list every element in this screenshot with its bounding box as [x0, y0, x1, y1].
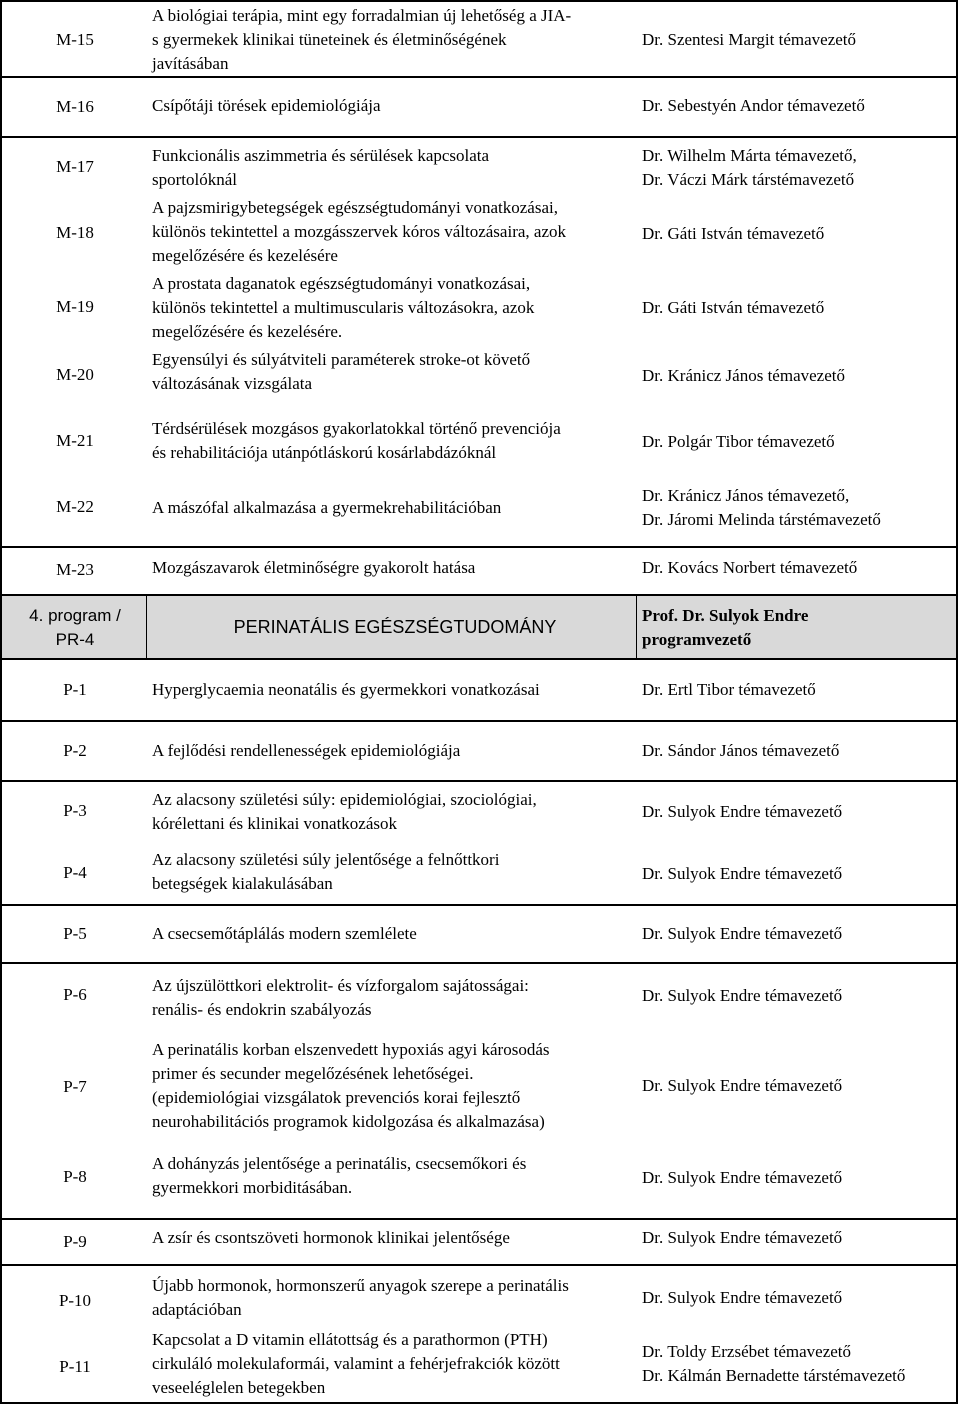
- table-row: [0, 0, 958, 76]
- program-code: [2, 600, 148, 656]
- row-code: M-16: [56, 97, 94, 116]
- row-code: M-18: [56, 223, 94, 242]
- row-code: M-15: [56, 30, 94, 49]
- row-title-line: Újabb hormonok, hormonszerű anyagok szerepe a perinatális: [152, 1276, 569, 1295]
- row-supervisor: [642, 1166, 958, 1190]
- row-supervisor: [642, 1340, 958, 1388]
- row-supervisor: [642, 678, 958, 702]
- row-title: [152, 739, 638, 763]
- row-title-line: Az alacsony születési súly: epidemiológiai, szociológiai,: [152, 790, 537, 809]
- table-row: [0, 720, 958, 780]
- row-title-line: adaptációban: [152, 1300, 242, 1319]
- row-title-line: különös tekintettel a multimuscularis változásokra, azok: [152, 298, 535, 317]
- row-title-line: Az alacsony születési súly jelentősége a felnőttkori: [152, 850, 500, 869]
- row-title-line: betegségek kialakulásában: [152, 874, 333, 893]
- row-title: [152, 922, 638, 946]
- table-row-group: [0, 136, 958, 546]
- table-row-group: [0, 1264, 958, 1404]
- row-title-line: Csípőtáji törések epidemiológiája: [152, 96, 381, 115]
- table-row: [0, 546, 958, 594]
- supervisor-line: Dr. Kránicz János témavezető: [642, 366, 845, 385]
- supervisor-line: Dr. Gáti István témavezető: [642, 224, 825, 243]
- row-supervisor: [642, 364, 958, 388]
- row-code: P-9: [63, 1232, 87, 1251]
- row-title: [152, 678, 638, 702]
- row-supervisor: [642, 556, 958, 580]
- row-title-line: A perinatális korban elszenvedett hypoxiás agyi károsodás: [152, 1040, 550, 1059]
- row-title-line: s gyermekek klinikai tüneteinek és életminőségének: [152, 30, 507, 49]
- row-code: P-2: [63, 741, 87, 760]
- row-supervisor: [642, 1074, 958, 1098]
- program-leader-line: programvezető: [642, 630, 752, 649]
- row-title-line: megelőzésére és kezelésére.: [152, 322, 343, 341]
- row-title-line: Kapcsolat a D vitamin ellátottság és a parathormon (PTH): [152, 1330, 548, 1349]
- supervisor-line: Dr. Sulyok Endre témavezető: [642, 1288, 843, 1307]
- row-title-line: (epidemiológiai vizsgálatok prevenciós korai fejlesztő: [152, 1088, 521, 1107]
- supervisor-line: Dr. Sulyok Endre témavezető: [642, 1076, 843, 1095]
- row-supervisor: [642, 922, 958, 946]
- row-title: [152, 348, 638, 396]
- row-title: [152, 1152, 638, 1200]
- row-code: P-5: [63, 924, 87, 943]
- row-title-line: cirkuláló molekulaformái, valamint a fehérjefrakciók között: [152, 1354, 560, 1373]
- row-supervisor: [642, 28, 958, 52]
- row-title-line: A csecsemőtáplálás modern szemlélete: [152, 924, 417, 943]
- table-row-group: [0, 780, 958, 904]
- row-title: [152, 788, 638, 836]
- row-title-line: A biológiai terápia, mint egy forradalmian új lehetőség a JIA-: [152, 6, 572, 25]
- row-title-line: Hyperglycaemia neonatális és gyermekkori vonatkozásai: [152, 680, 540, 699]
- supervisor-line: Dr. Kovács Norbert témavezető: [642, 558, 858, 577]
- row-title: [152, 974, 638, 1022]
- supervisor-line: Dr. Polgár Tibor témavezető: [642, 432, 835, 451]
- row-code: P-7: [63, 1077, 87, 1096]
- row-title-line: Mozgászavarok életminőségre gyakorolt hatása: [152, 558, 476, 577]
- row-code: M-19: [56, 297, 94, 316]
- supervisor-line: Dr. Járomi Melinda társtémavezető: [642, 510, 881, 529]
- row-title-line: Térdsérülések mozgásos gyakorlatokkal történő prevenciója: [152, 419, 561, 438]
- row-title-line: és rehabilitációja utánpótláskorú kosárlabdázóknál: [152, 443, 497, 462]
- row-supervisor: [642, 296, 958, 320]
- supervisor-line: Dr. Sulyok Endre témavezető: [642, 924, 843, 943]
- table-row: [0, 1218, 958, 1264]
- program-header: [0, 594, 958, 658]
- row-supervisor: [642, 144, 958, 192]
- row-title: [152, 1226, 638, 1250]
- program-leader: [642, 604, 958, 652]
- row-title: [152, 496, 638, 520]
- row-supervisor: [642, 739, 958, 763]
- row-supervisor: [642, 1286, 958, 1310]
- supervisor-line: Dr. Toldy Erzsébet témavezető: [642, 1342, 852, 1361]
- row-supervisor: [642, 800, 958, 824]
- row-code: M-17: [56, 157, 94, 176]
- row-title-line: Az újszülöttkori elektrolit- és vízforgalom sajátosságai:: [152, 976, 529, 995]
- row-title-line: veseeléglelen betegekben: [152, 1378, 326, 1397]
- supervisor-line: Dr. Sulyok Endre témavezető: [642, 1228, 843, 1247]
- row-title: [152, 556, 638, 580]
- row-title: [152, 4, 638, 76]
- row-code: M-23: [56, 560, 94, 579]
- program-title: [152, 596, 638, 658]
- supervisor-line: Dr. Sándor János témavezető: [642, 741, 840, 760]
- row-code: M-20: [56, 365, 94, 384]
- supervisor-line: Dr. Sulyok Endre témavezető: [642, 802, 843, 821]
- row-supervisor: [642, 430, 958, 454]
- row-title-line: neurohabilitációs programok kidolgozása és alkalmazása): [152, 1112, 545, 1131]
- row-title: [152, 1038, 638, 1134]
- program-title-line: PERINATÁLIS EGÉSZSÉGTUDOMÁNY: [233, 617, 557, 637]
- row-code: P-8: [63, 1167, 87, 1186]
- row-title-line: Funkcionális aszimmetria és sérülések kapcsolata: [152, 146, 490, 165]
- supervisor-line: Dr. Szentesi Margit témavezető: [642, 30, 857, 49]
- table-row: [0, 904, 958, 962]
- supervisor-line: Dr. Váczi Márk társtémavezető: [642, 170, 855, 189]
- row-title-line: A fejlődési rendellenességek epidemiológiája: [152, 741, 461, 760]
- row-title-line: sportolóknál: [152, 170, 237, 189]
- row-supervisor: [642, 862, 958, 886]
- supervisor-line: Dr. Ertl Tibor témavezető: [642, 680, 816, 699]
- row-title-line: gyermekkori morbiditásában.: [152, 1178, 353, 1197]
- row-title: [152, 272, 638, 344]
- row-supervisor: [642, 984, 958, 1008]
- row-title: [152, 848, 638, 896]
- row-title-line: A pajzsmirigybetegségek egészségtudományi vonatkozásai,: [152, 198, 558, 217]
- supervisor-line: Dr. Gáti István témavezető: [642, 298, 825, 317]
- row-title-line: renális- és endokrin szabályozás: [152, 1000, 372, 1019]
- row-code: P-11: [59, 1357, 91, 1376]
- row-title: [152, 94, 638, 118]
- table-row: [0, 658, 958, 720]
- row-supervisor: [642, 222, 958, 246]
- row-title-line: A prostata daganatok egészségtudományi vonatkozásai,: [152, 274, 531, 293]
- row-title-line: változásának vizsgálata: [152, 374, 313, 393]
- row-title: [152, 1328, 638, 1400]
- row-code: P-3: [63, 801, 87, 820]
- row-title-line: primer és secunder megelőzésének lehetőségei.: [152, 1064, 474, 1083]
- program-leader-line: Prof. Dr. Sulyok Endre: [642, 606, 809, 625]
- program-code-line: PR-4: [55, 630, 95, 649]
- supervisor-line: Dr. Kálmán Bernadette társtémavezető: [642, 1366, 906, 1385]
- row-title-line: kórélettani és klinikai vonatkozások: [152, 814, 398, 833]
- table-row: [0, 76, 958, 136]
- row-title-line: különös tekintettel a mozgásszervek kóros változásaira, azok: [152, 222, 566, 241]
- row-code: P-10: [58, 1291, 92, 1310]
- supervisor-line: Dr. Sulyok Endre témavezető: [642, 864, 843, 883]
- row-title: [152, 144, 638, 192]
- row-code: M-22: [56, 497, 94, 516]
- row-code: M-21: [56, 431, 94, 450]
- row-title-line: A zsír és csontszöveti hormonok klinikai jelentősége: [152, 1228, 510, 1247]
- supervisor-line: Dr. Sebestyén Andor témavezető: [642, 96, 865, 115]
- row-supervisor: [642, 94, 958, 118]
- row-code: P-4: [63, 863, 87, 882]
- row-title: [152, 1274, 638, 1322]
- row-supervisor: [642, 484, 958, 532]
- row-code: P-1: [63, 680, 87, 699]
- row-title-line: javításában: [152, 54, 229, 73]
- program-code-line: 4. program /: [29, 606, 121, 625]
- supervisor-line: Dr. Sulyok Endre témavezető: [642, 1168, 843, 1187]
- row-title: [152, 196, 638, 268]
- row-title-line: Egyensúlyi és súlyátviteli paraméterek stroke-ot követő: [152, 350, 531, 369]
- supervisor-line: Dr. Wilhelm Márta témavezető,: [642, 146, 857, 165]
- row-title-line: A dohányzás jelentősége a perinatális, csecsemőkori és: [152, 1154, 527, 1173]
- supervisor-line: Dr. Sulyok Endre témavezető: [642, 986, 843, 1005]
- row-code: P-6: [63, 985, 87, 1004]
- row-title-line: megelőzésére és kezelésére: [152, 246, 338, 265]
- row-title-line: A mászófal alkalmazása a gyermekrehabilitációban: [152, 498, 502, 517]
- supervisor-line: Dr. Kránicz János témavezető,: [642, 486, 850, 505]
- row-supervisor: [642, 1226, 958, 1250]
- row-title: [152, 417, 638, 465]
- table-row-group: [0, 962, 958, 1218]
